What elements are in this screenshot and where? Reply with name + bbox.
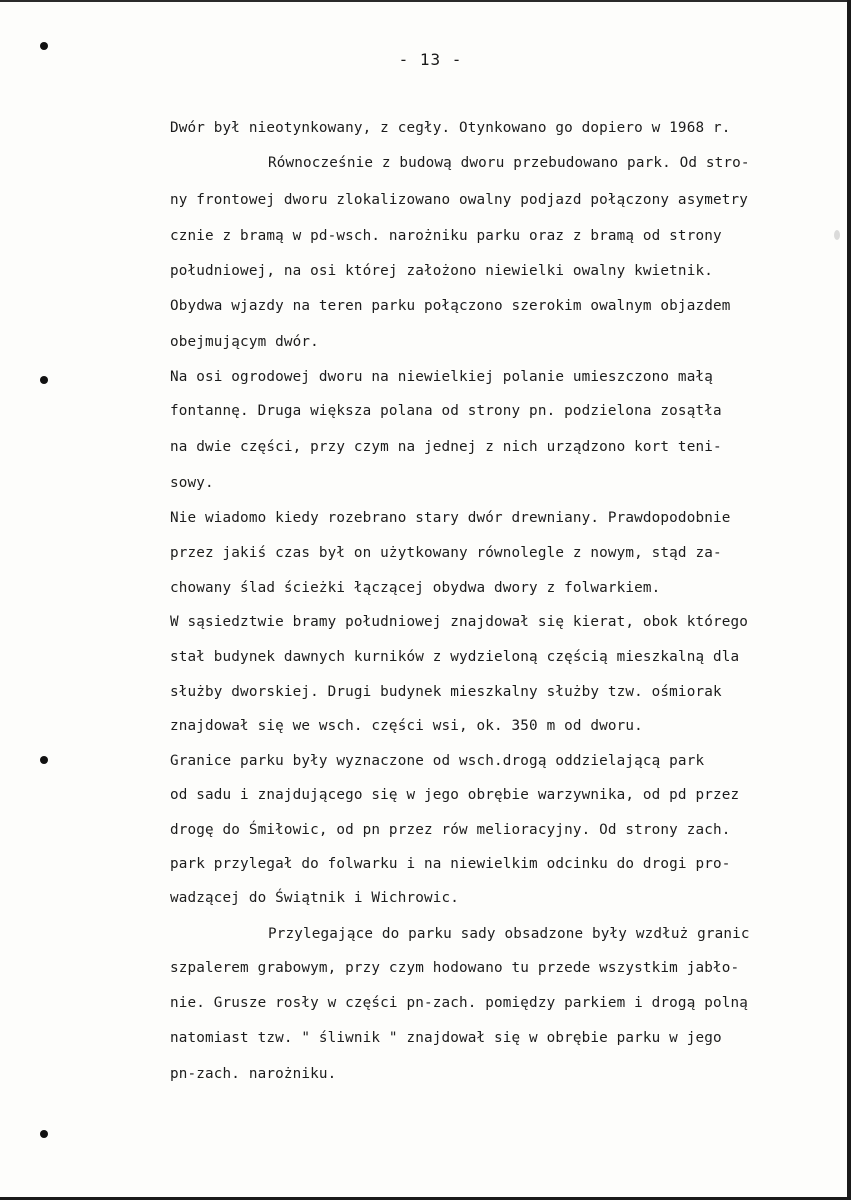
- punch-hole: [40, 756, 48, 764]
- text-line: Na osi ogrodowej dworu na niewielkiej polanie umieszczono małą: [170, 369, 713, 385]
- text-line: służby dworskiej. Drugi budynek mieszkalny służby tzw. ośmiorak: [170, 684, 722, 700]
- text-line: nie. Grusze rosły w części pn-zach. pomiędzy parkiem i drogą polną: [170, 995, 748, 1011]
- text-line: stał budynek dawnych kurników z wydzieloną częścią mieszkalną dla: [170, 649, 740, 665]
- scan-top-edge: [0, 0, 851, 2]
- text-line: drogę do Śmiłowic, od pn przez rów melioracyjny. Od strony zach.: [170, 822, 731, 838]
- text-line: fontannę. Druga większa polana od strony pn. podzielona zosątła: [170, 403, 722, 419]
- text-line: Obydwa wjazdy na teren parku połączono szerokim owalnym objazdem: [170, 298, 731, 314]
- text-line: park przylegał do folwarku i na niewielkim odcinku do drogi pro-: [170, 856, 731, 872]
- scan-smudge: [834, 230, 840, 240]
- text-line: natomiast tzw. " śliwnik " znajdował się w obrębie parku w jego: [170, 1030, 722, 1046]
- text-line: pn-zach. narożniku.: [170, 1066, 337, 1082]
- text-line: Dwór był nieotynkowany, z cegły. Otynkowano go dopiero w 1968 r.: [170, 120, 731, 136]
- text-line: na dwie części, przy czym na jednej z nich urządzono kort teni-: [170, 439, 722, 455]
- text-line: W sąsiedztwie bramy południowej znajdował się kierat, obok którego: [170, 614, 748, 630]
- text-line: Nie wiadomo kiedy rozebrano stary dwór drewniany. Prawdopodobnie: [170, 510, 731, 526]
- text-line: chowany ślad ścieżki łączącej obydwa dwory z folwarkiem.: [170, 580, 661, 596]
- text-line: ny frontowej dworu zlokalizowano owalny podjazd połączony asymetry: [170, 192, 748, 208]
- scan-right-edge: [847, 0, 851, 1200]
- page-number: - 13 -: [398, 50, 463, 69]
- text-line: Granice parku były wyznaczone od wsch.drogą oddzielającą park: [170, 753, 705, 769]
- text-line: Przylegające do parku sady obsadzone były wzdłuż granic: [268, 926, 750, 942]
- punch-hole: [40, 376, 48, 384]
- punch-hole: [40, 1130, 48, 1138]
- text-line: od sadu i znajdującego się w jego obrębie warzywnika, od pd przez: [170, 787, 740, 803]
- text-line: szpalerem grabowym, przy czym hodowano tu przede wszystkim jabło-: [170, 960, 740, 976]
- text-line: cznie z bramą w pd-wsch. narożniku parku oraz z bramą od strony: [170, 228, 722, 244]
- punch-hole: [40, 42, 48, 50]
- text-line: obejmującym dwór.: [170, 334, 319, 350]
- text-line: znajdował się we wsch. części wsi, ok. 350 m od dworu.: [170, 718, 643, 734]
- text-line: wadzącej do Świątnik i Wichrowic.: [170, 890, 459, 906]
- text-line: sowy.: [170, 475, 214, 491]
- text-line: południowej, na osi której założono niewielki owalny kwietnik.: [170, 263, 713, 279]
- text-line: przez jakiś czas był on użytkowany równolegle z nowym, stąd za-: [170, 545, 722, 561]
- text-line: Równocześnie z budową dworu przebudowano park. Od stro-: [268, 155, 750, 171]
